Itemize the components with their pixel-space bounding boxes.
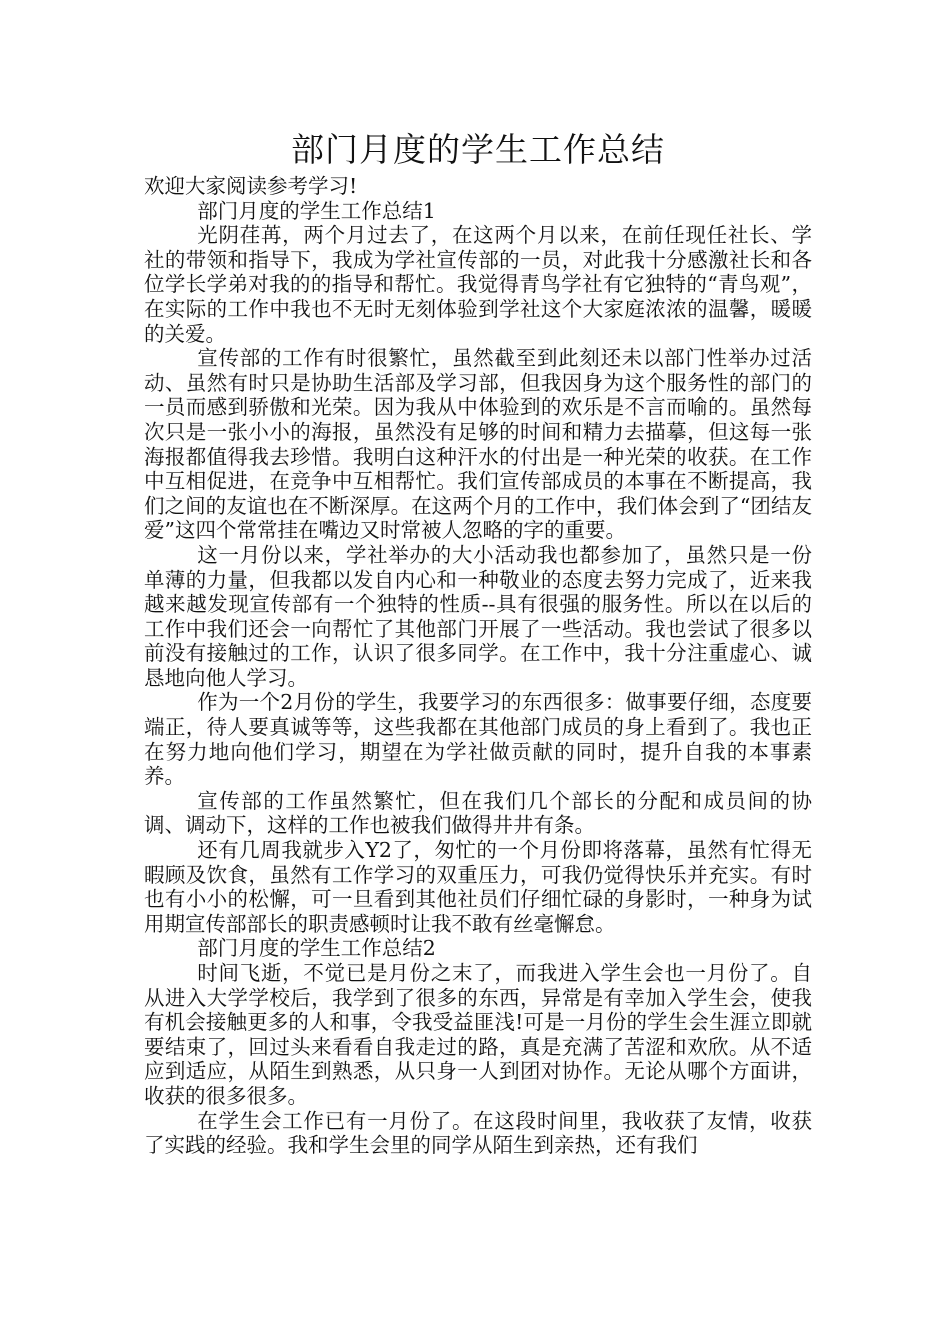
paragraph: 时间飞逝，不觉已是月份之末了，而我进入学生会也一月份了。自从进入大学学校后，我学到了很多的东西，异常是有幸加入学生会，使我有机会接触更多的人和事，令我受益匪浅!可是一月份的学生会生涯立即就要结束了，回过头来看看自我走过的路，真是充满了苦涩和欢欣。从不适应到适应，从陌生到熟悉，从只身一人到团对协作。无论从哪个方面讲，收获的很多很多。 bbox=[144, 961, 812, 1108]
paragraph: 宣传部的工作有时很繁忙，虽然截至到此刻还未以部门性举办过活动、虽然有时只是协助生活部及学习部，但我因身为这个服务性的部门的一员而感到骄傲和光荣。因为我从中体验到的欢乐是不言而喻的。虽然每次只是一张小小的海报，虽然没有足够的时间和精力去描摹，但这每一张海报都值得我去珍惜。我明白这种汗水的付出是一种光荣的收获。在工作中互相促进，在竞争中互相帮忙。我们宣传部成员的本事在不断提高，我们之间的友谊也在不断深厚。在这两个月的工作中，我们体会到了“团结友爱”这四个常常挂在嘴边又时常被人忽略的字的重要。 bbox=[144, 346, 812, 543]
document-title: 部门月度的学生工作总结 bbox=[291, 130, 665, 169]
document-page bbox=[144, 128, 812, 1158]
section-heading-1: 部门月度的学生工作总结1 bbox=[197, 198, 436, 223]
paragraph: 宣传部的工作虽然繁忙，但在我们几个部长的分配和成员间的协调、调动下，这样的工作也被我们做得井井有条。 bbox=[144, 788, 812, 838]
paragraph: 光阴荏苒，两个月过去了，在这两个月以来，在前任现任社长、学社的带领和指导下，我成为学社宣传部的一员，对此我十分感激社长和各位学长学弟对我的的指导和帮忙。我觉得青鸟学社有它独特的“青鸟观”，在实际的工作中我也不无时无刻体验到学社这个大家庭浓浓的温馨，暖暖的关爱。 bbox=[144, 223, 812, 346]
paragraph: 这一月份以来，学社举办的大小活动我也都参加了，虽然只是一份单薄的力量，但我都以发自内心和一种敬业的态度去努力完成了，近来我越来越发现宣传部有一个独特的性质--具有很强的服务性。所以在以后的工作中我们还会一向帮忙了其他部门开展了一些活动。我也尝试了很多以前没有接触过的工作，认识了很多同学。在工作中，我十分注重虚心、诚恳地向他人学习。 bbox=[144, 542, 812, 690]
document-intro: 欢迎大家阅读参考学习! bbox=[144, 174, 358, 198]
paragraph: 还有几周我就步入Y2了，匆忙的一个月份即将落幕，虽然有忙得无暇顾及饮食，虽然有工作学习的双重压力，可我仍觉得快乐并充实。有时也有小小的松懈，可一旦看到其他社员们仔细忙碌的身影时，一种身为试用期宣传部部长的职责感顿时让我不敢有丝毫懈怠。 bbox=[144, 838, 812, 936]
paragraph: 作为一个2月份的学生，我要学习的东西很多：做事要仔细，态度要端正，待人要真诚等等，这些我都在其他部门成员的身上看到了。我也正在努力地向他们学习，期望在为学社做贡献的同时，提升自我的本事素养。 bbox=[144, 690, 812, 789]
section-heading-2: 部门月度的学生工作总结2 bbox=[197, 936, 436, 961]
paragraph: 在学生会工作已有一月份了。在这段时间里，我收获了友情，收获了实践的经验。我和学生会里的同学从陌生到亲热，还有我们 bbox=[144, 1108, 812, 1158]
